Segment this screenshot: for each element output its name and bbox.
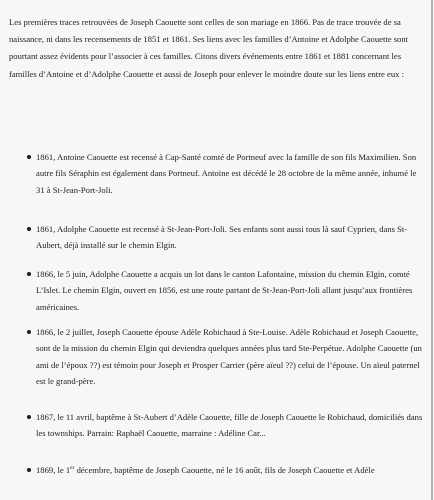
list-item-text-start: 1869, le 1: [36, 465, 71, 475]
bullet-icon: [27, 227, 31, 231]
list-item: [36, 149, 424, 198]
list-item-text: 1866, le 5 juin, Adolphe Caouette a acquis un lot dans le canton Lafontaine, mission du chemin Elgin, comté L’Islet. Le chemin Elgin, ouvert en 1856, est une route partant de St-Jean-Port-Joli allant jusqu’aux frontières américaines.: [36, 269, 413, 312]
list-item-text-end: décembre, baptême de Joseph Caouette, né le 16 août, fils de Joseph Caouette et Adèle: [74, 465, 375, 475]
intro-paragraph: Les premières traces retrouvées de Joseph Caouette sont celles de son mariage en 1866. Pas de trace trouvée de sa naissance, ni dans les recensements de 1851 et 1861. Ses liens avec les familles d’Antoine et Adolphe Caouette sont pourtant assez évidents pour l’associer à ces familles. Citons divers événements entre 1861 et 1881 concernant les familles d’Antoine et d’Adolphe Caouette et aussi de Joseph pour enlever le moindre doute sur les liens entre eux :: [9, 17, 409, 79]
bullet-icon: [27, 468, 31, 472]
list-item: [36, 409, 424, 442]
bullet-icon: [27, 330, 31, 334]
ordinal-superscript: er: [70, 465, 75, 472]
list-item-text: 1861, Antoine Caouette est recensé à Cap-Santé comté de Portneuf avec la famille de son fils Maximilien. Son autre fils Séraphin est également dans Portneuf. Antoine est décédé le 28 octobre de la même année, inhumé le 31 à St-Jean-Port-Joli.: [36, 152, 417, 195]
list-item: [36, 324, 424, 390]
list-item: [36, 462, 424, 478]
list-item-text: 1866, le 2 juillet, Joseph Caouette épouse Adèle Robichaud à Ste-Louise. Adèle Robichaud et Joseph Caouette, sont de la mission du chemin Elgin qui deviendra quelques années plus tard Ste-Perpétue. Adolphe Caouette (un ami de l’époux ??) est témoin pour Joseph et Prosper Carrier (père aïeul ??) celui de l’épouse. Un aïeul paternel est le grand-père.: [36, 327, 422, 387]
page-edge-divider: [431, 0, 433, 500]
bullet-icon: [27, 155, 31, 159]
list-item-text: 1867, le 11 avril, baptême à St-Aubert d’Adèle Caouette, fille de Joseph Caouette le Robichaud, domiciliés dans les townships. Parrain: Raphaël Caouette, marraine : Adéline Car...: [36, 412, 423, 439]
list-item-text: 1861, Adolphe Caouette est recensé à St-Jean-Port-Joli. Ses enfants sont aussi tous là sauf Cyprien, dans St-Aubert, déjà installé sur le chemin Elgin.: [36, 224, 408, 251]
bullet-icon: [27, 272, 31, 276]
list-item: [36, 221, 424, 254]
bullet-icon: [27, 415, 31, 419]
list-item: [36, 266, 424, 315]
